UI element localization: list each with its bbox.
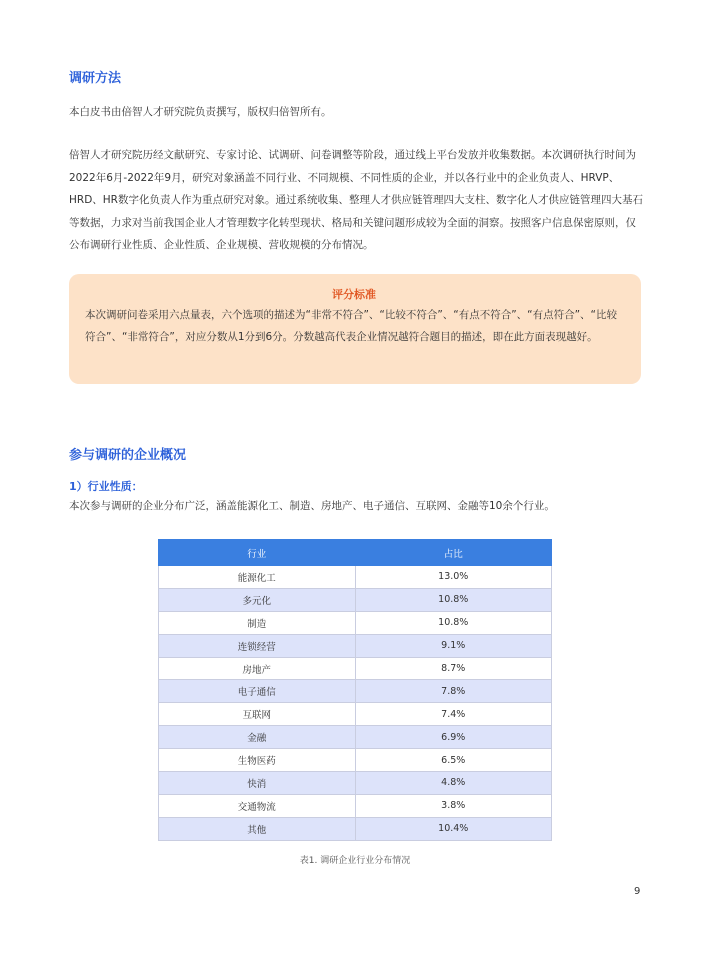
cell-share: 13.0% [355,566,552,589]
cell-industry: 房地产 [159,657,356,680]
cell-share: 6.5% [355,749,552,772]
table-row [159,772,552,795]
cell-industry: 互联网 [159,703,356,726]
scoring-text: 本次调研问卷采用六点量表，六个选项的描述为“非常不符合”、“比较不符合”、“有点不符合”、“有点符合”、“比较符合”、“非常符合”，对应分数从1分到6分。分数越高代表企业情况越符合题目的描述，即在此方面表现越好。 [85,309,617,343]
table-caption: 表1. 调研企业行业分布情况 [299,856,411,866]
industry-description: 本次参与调研的企业分布广泛，涵盖能源化工、制造、房地产、电子通信、互联网、金融等10余个行业。 [69,500,555,512]
table-row [159,749,552,772]
method-paragraph: 倍智人才研究院历经文献研究、专家讨论、试调研、问卷调整等阶段，通过线上平台发放并收集数据。本次调研执行时间为2022年6月-2022年9月，研究对象涵盖不同行业、不同规模、不同性质的企业，并以各行业中的企业负责人、HRVP、HRD、HR数字化负责人作为重点研究对象。通过系统收集、整理人才供应链管理四大支柱、数字化人才供应链管理四大基石等数据，力求对当前我国企业人才管理数字化转型现状、格局和关键问题形成较为全面的洞察。按照客户信息保密原则，仅公布调研行业性质、企业性质、企业规模、营收规模的分布情况。 [69,149,643,251]
cell-share: 8.7% [355,657,552,680]
table-row [159,703,552,726]
scoring-title: 评分标准 [332,288,376,301]
cell-industry: 其他 [159,817,356,840]
header-industry: 行业 [159,540,356,566]
cell-share: 10.4% [355,817,552,840]
table-row [159,634,552,657]
cell-industry: 生物医药 [159,749,356,772]
table-row [159,794,552,817]
cell-industry: 连锁经营 [159,634,356,657]
cell-industry: 交通物流 [159,794,356,817]
table-row [159,726,552,749]
subheading-industry: 1）行业性质： [69,480,143,493]
section-title-overview: 参与调研的企业概况 [69,448,187,463]
cell-share: 6.9% [355,726,552,749]
table-row [159,817,552,840]
copyright-statement: 本白皮书由倍智人才研究院负责撰写，版权归倍智所有。 [69,106,332,118]
table-row [159,566,552,589]
cell-share: 7.4% [355,703,552,726]
cell-share: 10.8% [355,611,552,634]
cell-industry: 能源化工 [159,566,356,589]
cell-industry: 电子通信 [159,680,356,703]
cell-share: 9.1% [355,634,552,657]
table-row [159,611,552,634]
cell-share: 4.8% [355,772,552,795]
cell-industry: 多元化 [159,588,356,611]
cell-industry: 金融 [159,726,356,749]
cell-share: 3.8% [355,794,552,817]
table-header-row [159,540,552,566]
table-row [159,657,552,680]
cell-share: 7.8% [355,680,552,703]
section-title-method: 调研方法 [69,71,122,86]
cell-industry: 制造 [159,611,356,634]
header-share: 占比 [355,540,552,566]
scoring-callout [69,274,641,384]
industry-table [158,539,552,841]
table-row [159,588,552,611]
cell-industry: 快消 [159,772,356,795]
page-number: 9 [634,886,641,897]
cell-share: 10.8% [355,588,552,611]
table-row [159,680,552,703]
